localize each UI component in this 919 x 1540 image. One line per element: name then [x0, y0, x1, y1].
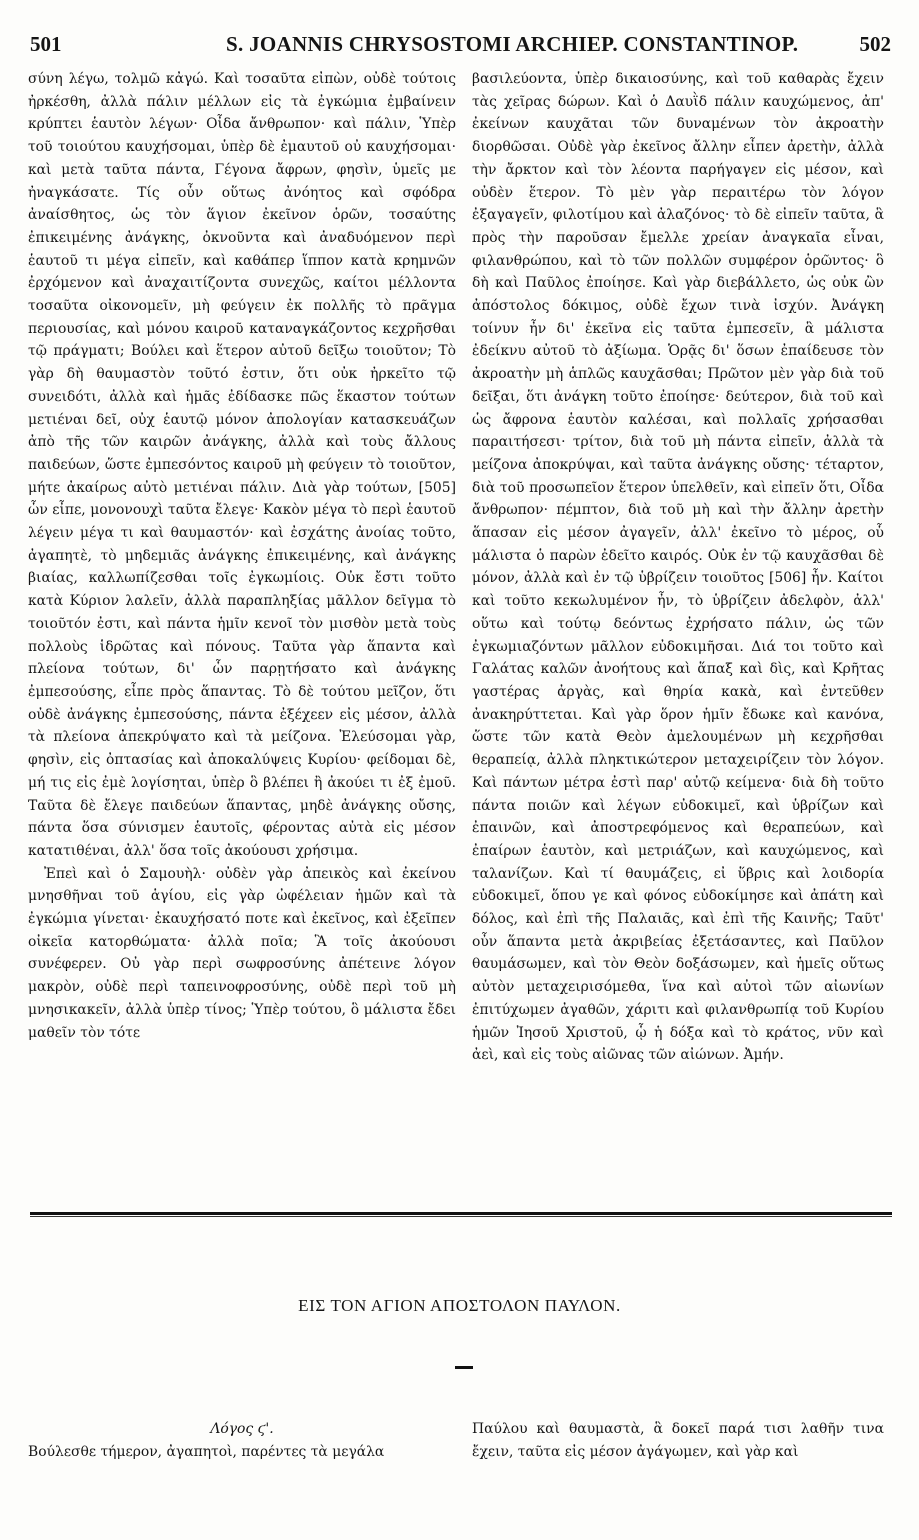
bottom-right-column: [472, 1418, 884, 1463]
bottom-left-text: Βούλεσθε τήμερον, ἀγαπητοὶ, παρέντες τὰ μεγάλα: [28, 1443, 385, 1460]
section-divider-thin: [30, 1216, 892, 1217]
section-divider-thick: [30, 1212, 892, 1215]
header-title: S. JOANNIS CHRYSOSTOMI ARCHIEP. CONSTANTINOP.: [226, 32, 799, 56]
bottom-left-column: [28, 1418, 456, 1463]
left-paragraph-1: σύνη λέγω, τολμῶ κἀγώ. Καὶ τοσαῦτα εἰπὼν, οὐδὲ τούτοις ἠρκέσθη, ἀλλὰ πάλιν μέλλων εἰς τὰ ἐγκώμια ἐμβαίνειν κρύπτει ἑαυτὸν λέγων· Οἶδα ἄνθρωπον· καὶ πάλιν, Ὑπὲρ τοῦ τοιούτου καυχήσομαι, ὑπὲρ δὲ ἐμαυτοῦ οὐ καυχήσομαι· καὶ μετὰ ταῦτα πάντα, Γέγονα ἄφρων, φησὶν, ὑμεῖς με ἠναγκάσατε. Τίς οὖν οὕτως ἀνόητος καὶ σφόδρα ἀναίσθητος, ὡς τὸν ἅγιον ἐκεῖνον ὁρῶν, τοσαύτης ἐπικειμένης ἀνάγκης, ὀκνοῦντα καὶ ἀναδυόμενον περὶ ἑαυτοῦ τι μέγα εἰπεῖν, καὶ καθάπερ ἵππον κατὰ κρημνῶν ἐρχόμενον καὶ ἀναχαιτίζοντα συνεχῶς, καίτοι μέλλοντα τοσαῦτα οἰκονομεῖν, μὴ φεύγειν ἐκ πολλῆς τὸ πρᾶγμα περιουσίας, καὶ μόνου καιροῦ καταναγκάζοντος κεχρῆσθαι τῷ πράγματι; Βούλει καὶ ἕτερον αὐτοῦ δεῖξω τοιοῦτον; Τὸ γὰρ δὴ θαυμαστὸν τοῦτό ἐστιν, ὅτι οὐκ ἠρκεῖτο τῷ συνειδότι, ἀλλὰ καὶ ἡμᾶς ἐδίδασκε πῶς ἕκαστον τούτων μετιέναι δεῖ, οὐχ ἑαυτῷ μόνον ἀπολογίαν κατασκευάζων ἀπὸ τῆς τῶν καιρῶν ἀνάγκης, ἀλλὰ καὶ τοὺς ἄλλους παιδεύων, ὥστε ἐμπεσόντος καιροῦ μὴ φεύγειν τὸ τοιοῦτον, μήτε ἀκαίρως αὐτὸ μετιέναι πάλιν. Διὰ γὰρ τούτων, [505] ὧν εἶπε, μονονουχὶ ταῦτα ἔλεγε· Κακὸν μέγα τὸ περὶ ἑαυτοῦ λέγειν μέγα τι καὶ θαυμαστόν· καὶ ἐσχάτης ἀνοίας τοῦτο, ἀγαπητὲ, τὸ μηδεμιᾶς ἀνάγκης ἐπικειμένης, καὶ ἀνάγκης βιαίας, καλλωπίζεσθαι τοῖς ἐγκωμίοις. Οὐκ ἔστι τοῦτο κατὰ Κύριον λαλεῖν, ἀλλὰ παραπληξίας μᾶλλον δεῖγμα τὸ τοιοῦτόν ἐστι, καὶ πάντα ἡμῖν κενοῖ τὸν μισθὸν μετὰ τοὺς πολλοὺς ἱδρῶτας καὶ πόνους. Ταῦτα γὰρ ἅπαντα καὶ πλείονα τούτων, δι' ὧν παρῃτήσατο καὶ ἀνάγκης ἐμπεσούσης, εἶπε πρὸς ἅπαντας. Τὸ δὲ τούτου μεῖζον, ὅτι οὐδὲ ἀνάγκης ἐμπεσούσης, πάντα ἐξέχεεν εἰς μέσον, ἀλλὰ τὰ πλείονα ἀπεκρύψατο καὶ τὰ μείζονα. Ἐλεύσομαι γὰρ, φησὶν, εἰς ὀπτασίας καὶ ἀποκαλύψεις Κυρίου· φείδομαι δὲ, μή τις εἰς ἐμὲ λογίσηται, ὑπὲρ ὃ βλέπει ἢ ἀκούει τι ἐξ ἐμοῦ. Ταῦτα δὲ ἔλεγε παιδεύων ἅπαντας, μηδὲ ἀνάγκης οὔσης, πάντα ὅσα σύνισμεν ἑαυτοῖς, φέροντας αὐτὰ εἰς μέσον κατατιθέναι, ἀλλ' ὅσα τοῖς ἀκούουσι χρήσιμα.: [28, 71, 456, 859]
right-page-number: 502: [859, 32, 891, 56]
section-title: ΕΙΣ ΤΟΝ ΑΓΙΟΝ ΑΠΟΣΤΟΛΟΝ ΠΑΥΛΟΝ.: [298, 1296, 621, 1315]
title-dash: [455, 1366, 473, 1369]
running-header: [30, 28, 891, 58]
right-paragraph-1: βασιλεύοντα, ὑπὲρ δικαιοσύνης, καὶ τοῦ καθαρὰς ἔχειν τὰς χεῖρας δώρων. Καὶ ὁ Δαυῒδ πάλιν καυχώμενος, ἀπ' ἐκείνων καυχᾶται τῶν δυναμένων τὸν ἀκροατὴν διορθῶσαι. Οὐδὲ γὰρ ἐκεῖνος ἄλλην εἶπεν ἀρετὴν, ἀλλὰ τὴν ἄρκτον καὶ τὸν λέοντα παρήγαγεν εἰς μέσον, καὶ οὐδὲν ἕτερον. Τὸ μὲν γὰρ περαιτέρω τὸν λόγον ἐξαγαγεῖν, φιλοτίμου καὶ ἀλαζόνος· τὸ δὲ εἰπεῖν ταῦτα, ἃ πρὸς τὴν παροῦσαν ἔμελλε χρείαν ἀναγκαῖα εἶναι, φιλανθρώπου, καὶ τὸ τῶν πολλῶν συμφέρον ὁρῶντος· ὃ δὴ καὶ Παῦλος ἐποίησε. Καὶ γὰρ διεβάλλετο, ὡς οὐκ ὢν ἀπόστολος δόκιμος, οὐδὲ ἔχων τινὰ ἰσχύν. Ἀνάγκη τοίνυν ἦν δι' ἐκεῖνα εἰς ταῦτα ἐμπεσεῖν, ἃ μάλιστα ἐδείκνυ αὐτοῦ τὸ ἀξίωμα. Ὁρᾷς δι' ὅσων ἐπαίδευσε τὸν ἀκροατὴν μὴ ἁπλῶς καυχᾶσθαι; Πρῶτον μὲν γὰρ διὰ τοῦ δεῖξαι, ὅτι ἀνάγκη τοῦτο ἐποίησε· δεύτερον, διὰ τοῦ καὶ ὡς ἄφρονα ἑαυτὸν καλέσαι, καὶ πολλαῖς χρήσασθαι παραιτήσεσι· τρίτον, διὰ τοῦ μὴ πάντα εἰπεῖν, ἀλλὰ τὰ μείζονα ἀποκρύψαι, καὶ ταῦτα ἀνάγκης οὔσης· τέταρτον, διὰ τοῦ προσωπεῖον ἕτερον ὑπελθεῖν, καὶ εἰπεῖν ὅτι, Οἶδα ἄνθρωπον· πέμπτον, διὰ τοῦ μὴ καὶ τὴν ἄλλην ἀρετὴν ἅπασαν εἰς μέσον ἀγαγεῖν, ἀλλ' ἐκεῖνο τὸ μέρος, οὗ μάλιστα ὁ παρὼν ἐδεῖτο καιρός. Οὐκ ἐν τῷ καυχᾶσθαι δὲ μόνον, ἀλλὰ καὶ ἐν τῷ ὑβρίζειν τοιοῦτος [506] ἦν. Καίτοι καὶ τοῦτο κεκωλυμένον ἦν, τὸ ὑβρίζειν ἀδελφὸν, ἀλλ' οὕτω καὶ τούτῳ δεόντως ἐχρήσατο πάλιν, ὡς τῶν ἐγκωμιαζόντων μᾶλλον εὐδοκιμῆσαι. Διά τοι τοῦτο καὶ Γαλάτας καλῶν ἀνοήτους καὶ ἅπαξ καὶ δὶς, καὶ Κρῆτας γαστέρας ἀργὰς, καὶ θηρία κακὰ, καὶ ἐντεῦθεν ἀνακηρύττεται. Καὶ γὰρ ὅρον ἡμῖν ἔδωκε καὶ κανόνα, ὥστε τῶν κατὰ Θεὸν ἀμελουμένων μὴ κεχρῆσθαι θεραπείᾳ, ἀλλὰ πληκτικώτερον μεταχειρίζειν τὸν λόγον. Καὶ πάντων μέτρα ἐστὶ παρ' αὐτῷ κείμενα· διὰ δὴ τοῦτο πάντα ποιῶν καὶ λέγων εὐδοκιμεῖ, καὶ ὑβρίζων καὶ ἐπαινῶν, καὶ ἀποστρεφόμενος καὶ θεραπεύων, καὶ ἐπαίρων ἑαυτὸν, καὶ μετριάζων, καὶ καυχώμενος, καὶ ταλανίζων. Καὶ τί θαυμάζεις, εἰ ὕβρις καὶ λοιδορία εὐδοκιμεῖ, ὅπου γε καὶ φόνος εὐδοκίμησε καὶ ἀπάτη καὶ δόλος, καὶ ἐπὶ τῆς Παλαιᾶς, καὶ ἐπὶ τῆς Καινῆς; Ταῦτ' οὖν ἅπαντα μετὰ ἀκριβείας ἐξετάσαντες, καὶ Παῦλον θαυμάσωμεν, καὶ τὸν Θεὸν δοξάσωμεν, καὶ ἡμεῖς οὕτως αὐτὸν μεταχειρισόμεθα, ἵνα καὶ αὐτοὶ τῶν αἰωνίων ἐπιτύχωμεν ἀγαθῶν, χάριτι καὶ φιλανθρωπίᾳ τοῦ Κυρίου ἡμῶν Ἰησοῦ Χριστοῦ, ᾧ ἡ δόξα καὶ τὸ κράτος, νῦν καὶ ἀεὶ, καὶ εἰς τοὺς αἰῶνας τῶν αἰώνων. Ἀμήν.: [472, 71, 884, 1064]
logos-heading: Λόγος ϛ'.: [210, 1421, 274, 1437]
left-paragraph-2: Ἐπεὶ καὶ ὁ Σαμουὴλ· οὐδὲν γὰρ ἀπεικὸς καὶ ἐκείνου μνησθῆναι τοῦ ἁγίου, εἰς γὰρ ὠφέλειαν ἡμῶν καὶ τὰ ἐγκώμια γίνεται· ἐκαυχήσατό ποτε καὶ ἐκεῖνος, καὶ ἐξεῖπεν οἰκεῖα κατορθώματα· ἀλλὰ ποῖα; Ἃ τοῖς ἀκούουσι συνέφερεν. Οὐ γὰρ περὶ σωφροσύνης ἀπέτεινε λόγον μακρὸν, οὐδὲ περὶ ταπεινοφροσύνης, οὐδὲ περὶ τοῦ μὴ μνησικακεῖν, ἀλλὰ ὑπὲρ τίνος; Ὑπὲρ τούτου, ὃ μάλιστα ἔδει μαθεῖν τὸν τότε: [28, 865, 456, 1041]
bottom-right-text: Παύλου καὶ θαυμαστὰ, ἃ δοκεῖ παρά τισι λαθῆν τινα ἔχειν, ταῦτα εἰς μέσον ἀγάγωμεν, καὶ γὰρ καὶ: [472, 1421, 884, 1460]
right-column: [472, 68, 884, 1067]
left-page-number: 501: [30, 32, 62, 56]
left-column: [28, 68, 456, 1044]
